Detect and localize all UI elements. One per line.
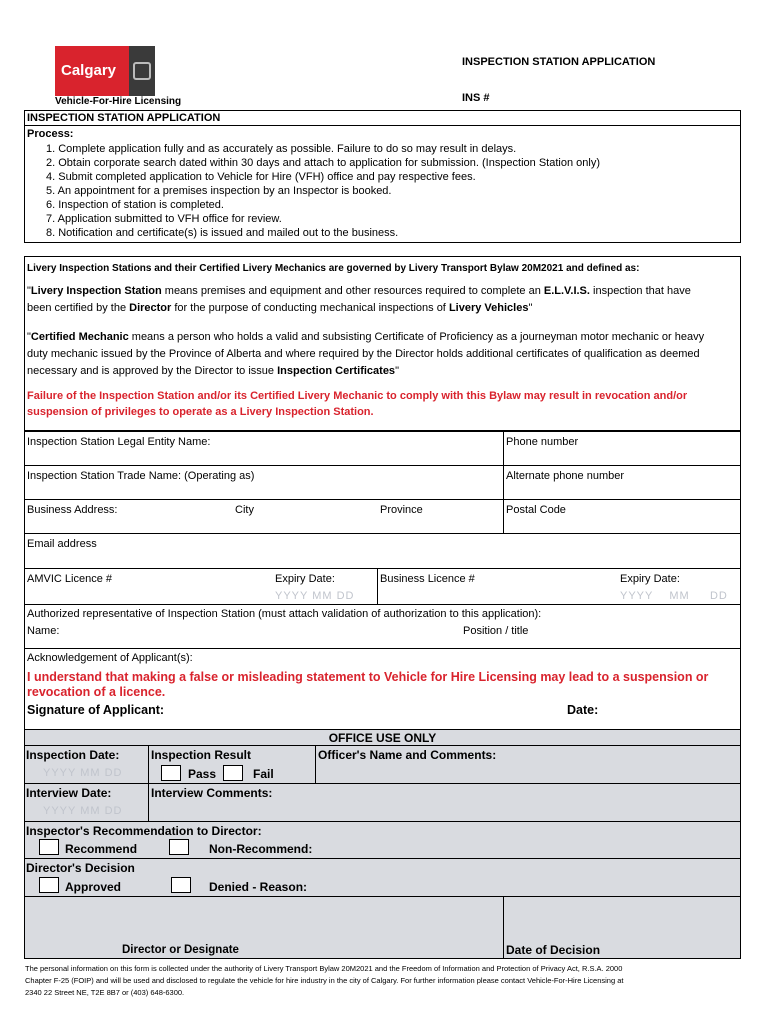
recommend-label: Recommend xyxy=(65,842,138,856)
bylaw-warning: Failure of the Inspection Station and/or its Certified Livery Mechanic to comply with this Bylaw may result in revocation and/or suspension of privileges to operate as a Livery Inspection Station. xyxy=(27,390,688,418)
denied-label: Denied - Reason: xyxy=(209,880,308,894)
director-signature-cell[interactable]: Director or Designate xyxy=(24,896,504,959)
bylaw-intro: Livery Inspection Stations and their Certified Livery Mechanics are governed by Livery Transport Bylaw 20M2021 and defined as: xyxy=(27,263,640,274)
decision-date-cell[interactable]: Date of Decision xyxy=(503,896,741,959)
province-label: Province xyxy=(380,504,423,516)
definition-certified-mechanic: "Certified Mechanic means a person who holds a valid and subsisting Certificate of Proficiency as a journeyman motor mechanic or heavy duty mechanic issued by the Province of Alberta and where required by the Director holds additional certificates of qualification as deemed necessary and is approved by the Director to issue Inspection Certificates" xyxy=(27,331,705,377)
inspection-date-cell[interactable]: Inspection Date: YYYY MM DD xyxy=(24,745,149,784)
crest-icon xyxy=(133,62,151,80)
ack-label: Acknowledgement of Applicant(s): xyxy=(27,652,193,664)
officer-comments-cell[interactable]: Officer's Name and Comments: xyxy=(315,745,741,784)
non-recommend-checkbox[interactable] xyxy=(169,839,189,855)
business-licence-row[interactable] xyxy=(377,568,741,605)
date-label[interactable]: Date: xyxy=(567,703,599,717)
city-label: City xyxy=(235,504,254,516)
approved-label: Approved xyxy=(65,880,122,894)
expiry-label: Expiry Date: xyxy=(620,573,680,585)
amvic-row[interactable] xyxy=(24,568,378,605)
expiry-date-input[interactable]: YYYY MM DD xyxy=(620,590,728,602)
inspection-date-input[interactable]: YYYY MM DD xyxy=(43,767,123,779)
phone-field[interactable]: Phone number xyxy=(503,431,741,466)
ins-number-label: INS # xyxy=(462,92,490,104)
approved-checkbox[interactable] xyxy=(39,877,59,893)
pass-label: Pass xyxy=(188,767,217,781)
process-step: 5. An appointment for a premises inspection by an Inspector is booked. xyxy=(46,185,392,197)
expiry-label: Expiry Date: xyxy=(275,573,335,585)
interview-date-input[interactable]: YYYY MM DD xyxy=(43,805,123,817)
recommend-checkbox[interactable] xyxy=(39,839,59,855)
process-step: 6. Inspection of station is completed. xyxy=(46,199,224,211)
bylaw-section xyxy=(24,256,741,431)
fail-checkbox[interactable] xyxy=(223,765,243,781)
postal-code-field[interactable]: Postal Code xyxy=(503,499,741,534)
recommendation-cell: Inspector's Recommendation to Director: Recommend Non-Recommend: xyxy=(24,821,741,859)
position-label: Position / title xyxy=(463,625,529,637)
non-recommend-label: Non-Recommend: xyxy=(209,842,313,856)
process-steps xyxy=(46,142,600,240)
logo-text: Calgary xyxy=(61,62,117,79)
inspection-result-cell: Inspection Result Pass Fail xyxy=(148,745,316,784)
acknowledgement-section xyxy=(24,648,741,730)
address-label: Business Address: xyxy=(27,504,118,516)
expiry-date-input[interactable]: YYYY MM DD xyxy=(275,590,355,602)
office-use-title: OFFICE USE ONLY xyxy=(328,731,437,745)
definition-livery-station: "Livery Inspection Station means premises and equipment and other resources required to complete an E.L.V.I.S. inspection that have been certified by the Director for the purpose of conducting mechanical inspections of Livery Vehicles" xyxy=(27,285,691,314)
process-step: 7. Application submitted to VFH office for review. xyxy=(46,213,282,225)
process-step: 1. Complete application fully and as accurately as possible. Failure to do so may result in delays. xyxy=(46,143,517,155)
calgary-logo xyxy=(55,46,155,96)
privacy-notice: The personal information on this form is collected under the authority of Livery Transport Bylaw 20M2021 and the Freedom of Information and Protection of Privacy Act, R.S.A. 2000 Chapter F-25 (FOIP) and will be used and disclosed to regulate the vehicle for hire industry in the city of Calgary. For further information please contact Vehicle-For-Hire Licensing at 2340 22 Street NE, T2E 8B7 or (403) 648-6300. xyxy=(25,964,624,997)
ack-warning: I understand that making a false or misleading statement to Vehicle for Hire Licensing may lead to a suspension or revocation of a licence. xyxy=(27,670,709,699)
email-field[interactable]: Email address xyxy=(24,533,741,569)
process-section xyxy=(24,110,741,243)
process-step: 8. Notification and certificate(s) is issued and mailed out to the business. xyxy=(46,227,399,239)
denied-checkbox[interactable] xyxy=(171,877,191,893)
name-label: Name: xyxy=(27,625,60,637)
authorized-rep-section[interactable] xyxy=(24,604,741,649)
interview-comments-cell[interactable]: Interview Comments: xyxy=(148,783,741,822)
pass-checkbox[interactable] xyxy=(161,765,181,781)
amvic-label: AMVIC Licence # xyxy=(27,573,112,585)
section-heading: INSPECTION STATION APPLICATION xyxy=(27,112,221,124)
trade-name-field[interactable]: Inspection Station Trade Name: (Operating as) xyxy=(24,465,504,500)
department-label: Vehicle-For-Hire Licensing xyxy=(55,96,182,107)
legal-name-field[interactable]: Inspection Station Legal Entity Name: xyxy=(24,431,504,466)
fail-label: Fail xyxy=(253,767,274,781)
signature-label[interactable]: Signature of Applicant: xyxy=(27,703,165,717)
process-label: Process: xyxy=(27,128,74,140)
alt-phone-field[interactable]: Alternate phone number xyxy=(503,465,741,500)
process-step: 4. Submit completed application to Vehicle for Hire (VFH) office and pay respective fees. xyxy=(46,171,476,183)
business-licence-label: Business Licence # xyxy=(380,573,475,585)
interview-date-cell[interactable]: Interview Date: YYYY MM DD xyxy=(24,783,149,822)
director-decision-cell: Director's Decision Approved Denied - Reason: xyxy=(24,858,741,897)
process-step: 2. Obtain corporate search dated within 30 days and attach to application for submission. (Inspection Station only) xyxy=(46,157,600,169)
form-title: INSPECTION STATION APPLICATION xyxy=(462,56,656,68)
address-row[interactable] xyxy=(24,499,504,534)
authorized-rep-label: Authorized representative of Inspection Station (must attach validation of authorization to this application): xyxy=(27,608,542,620)
